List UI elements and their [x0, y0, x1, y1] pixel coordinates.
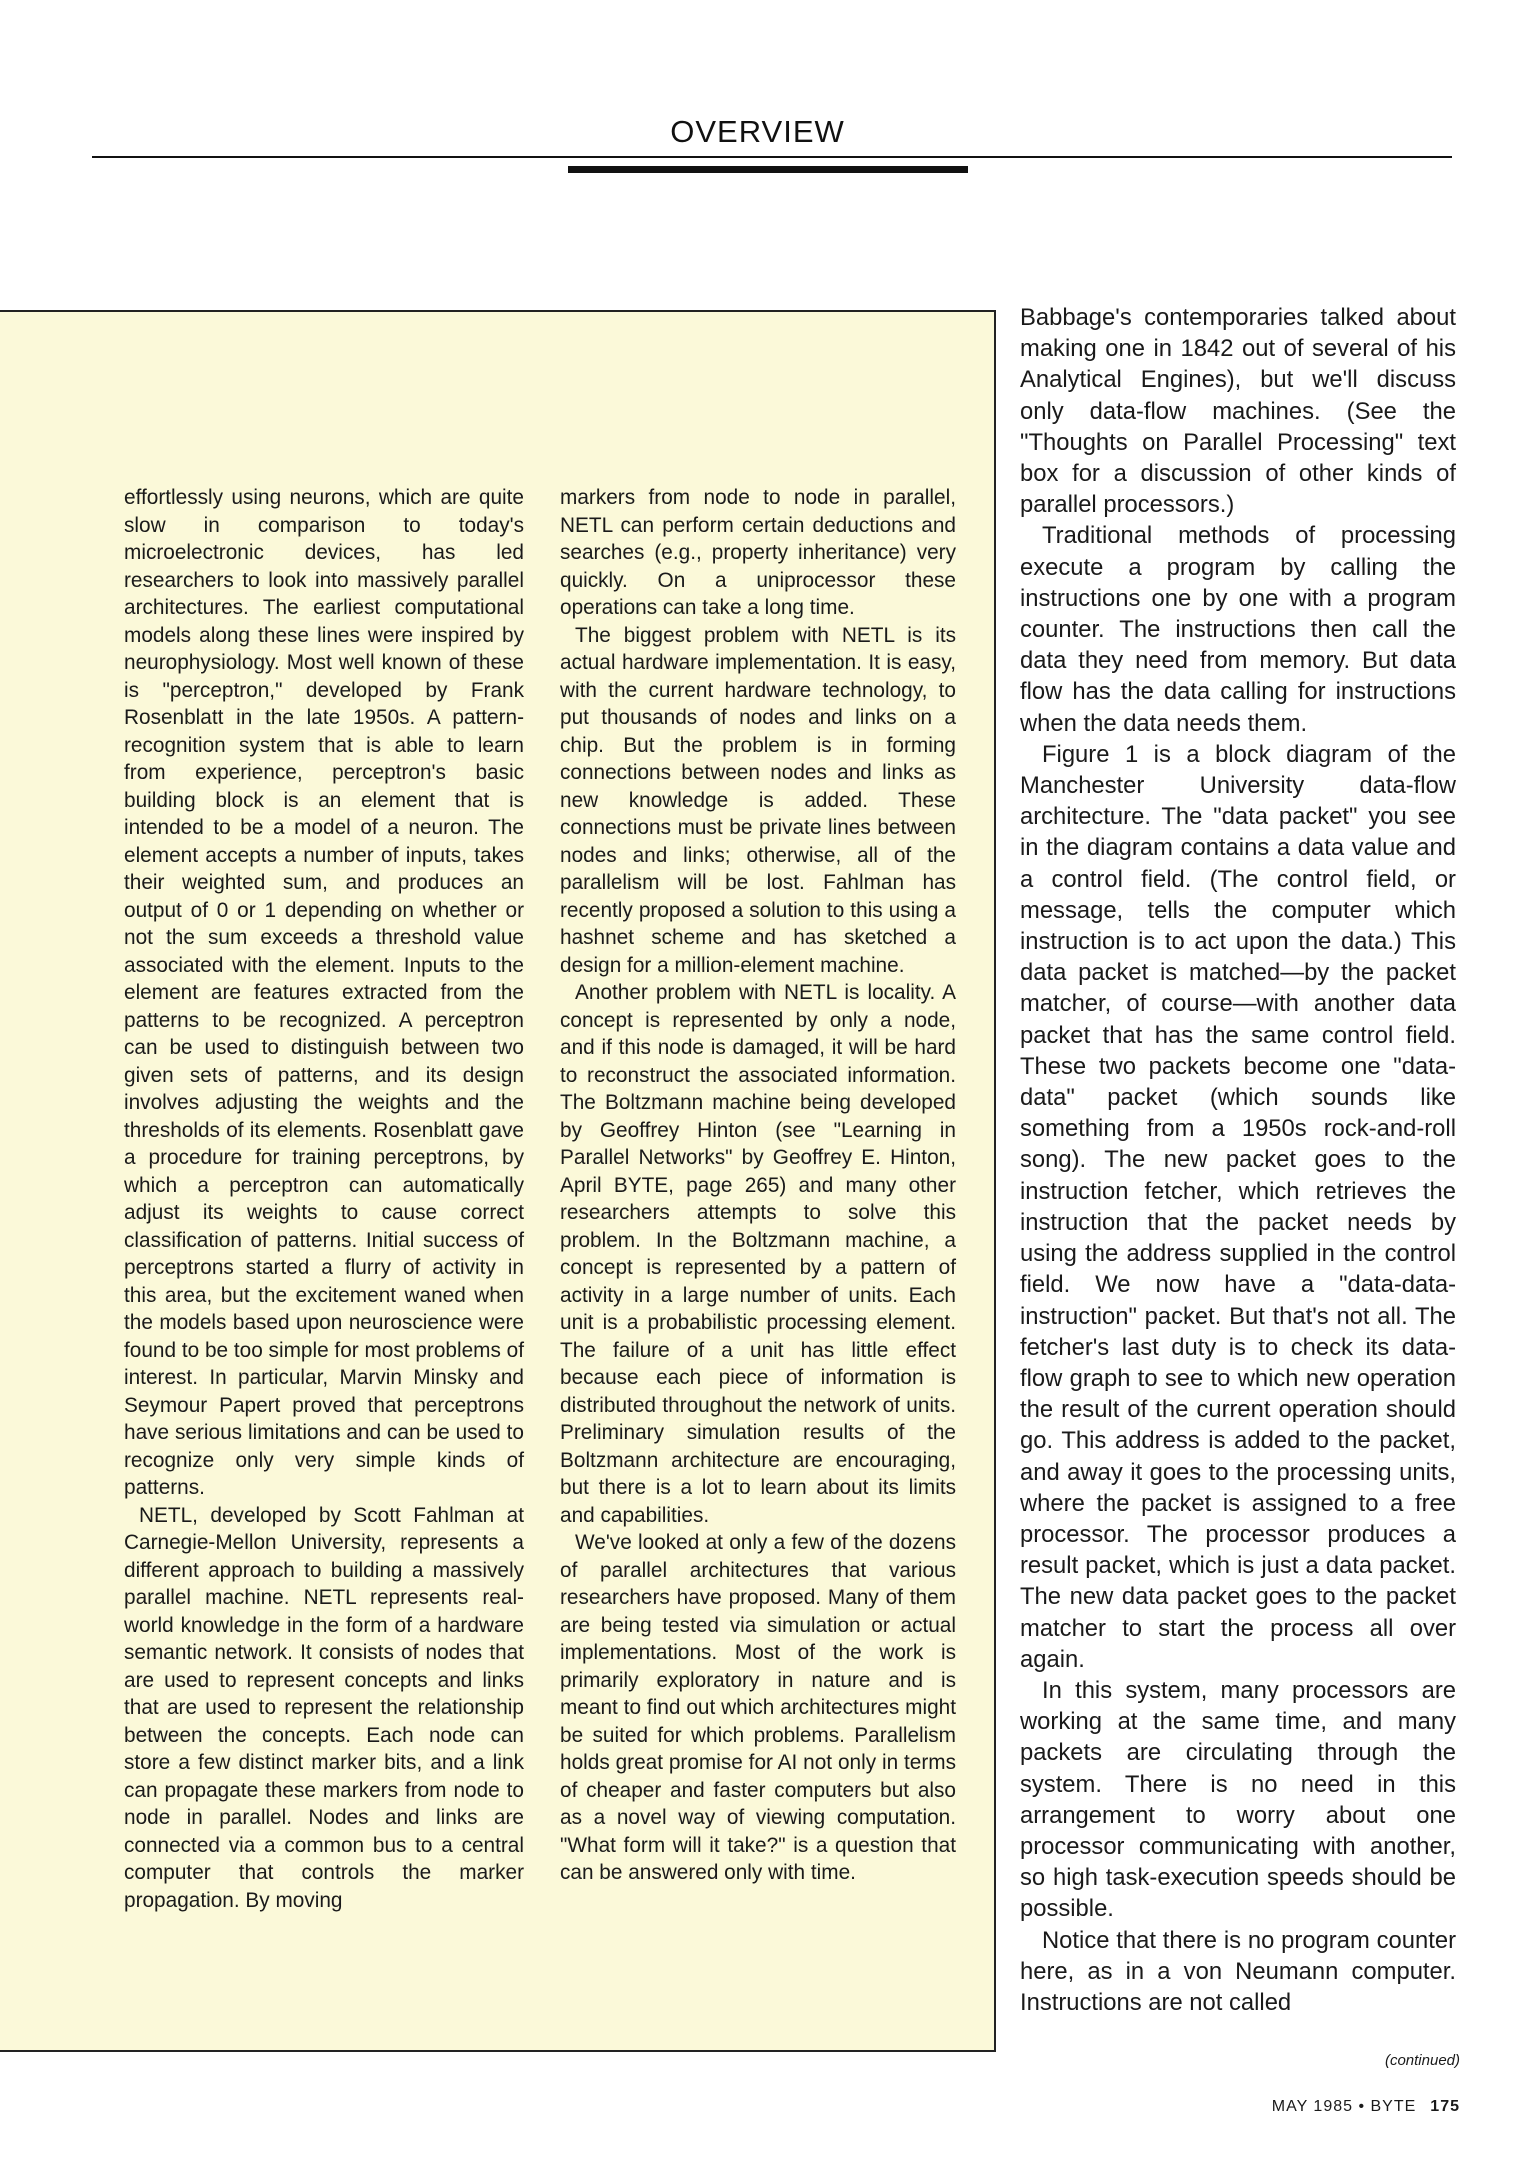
paragraph: Notice that there is no program counter here, as in a von Neumann computer. Instructions are not called [1020, 1926, 1456, 2016]
issue-label: MAY 1985 • BYTE [1271, 2098, 1417, 2115]
paragraph: Figure 1 is a block diagram of the Manchester University data-flow architecture. The "data packet" you see in the diagram contains a data value and a control field. (The control field, or message, tells the computer which instruction is to act upon the data.) This data packet is matched—by the packet matcher, of course—with another data packet that has the same control field. These two packets become one "data-data" packet (which sounds like something from a 1950s rock-and-roll song). The new packet goes to the instruction fetcher, which retrieves the instruction that the packet needs by using the address supplied in the control field. We now have a "data-data-instruction" packet. But that's not all. The fetcher's last duty is to check its data-flow graph to see to which new operation the result of the current operation should go. This address is added to the packet, and away it goes to the processing units, where the packet is assigned to a free processor. The processor produces a result packet, which is just a data packet. The new data packet goes to the packet matcher to start the process all over again. [1020, 740, 1456, 1673]
section-title: OVERVIEW [670, 114, 845, 149]
header-accent-bar [568, 166, 968, 173]
header-rule [92, 156, 1452, 158]
sidebar-column-right [560, 484, 956, 1887]
page-footer [1100, 2098, 1460, 2116]
paragraph: Another problem with NETL is locality. A concept is represented by only a node, and if this node is damaged, it will be hard to reconstruct the associated information. The Boltzmann machine being developed by Geoffrey Hinton (see "Learning in Parallel Networks" by Geoffrey E. Hinton, April BYTE, page 265) and many other researchers attempts to solve this problem. In the Boltzmann machine, a concept is represented by a pattern of activity in a large number of units. Each unit is a probabilistic processing element. The failure of a unit has little effect because each piece of information is distributed throughout the network of units. Preliminary simulation results of the Boltzmann architecture are encouraging, but there is a lot to learn about its limits and capabilities. [560, 981, 956, 1527]
paragraph: In this system, many processors are working at the same time, and many packets are circulating through the system. There is no need in this arrangement to worry about one processor communicating with another, so high task-execution speeds should be possible. [1020, 1676, 1456, 1923]
paragraph: The biggest problem with NETL is its actual hardware implementation. It is easy, with the current hardware technology, to put thousands of nodes and links on a chip. But the problem is in forming connections between nodes and links as new knowledge is added. These connections must be private lines between nodes and links; otherwise, all of the parallelism will be lost. Fahlman has recently proposed a solution to this using a hashnet scheme and has sketched a design for a million-element machine. [560, 623, 956, 977]
paragraph: Babbage's contemporaries talked about making one in 1842 out of several of his Analytical Engines), but we'll discuss only data-flow machines. (See the "Thoughts on Parallel Processing" text box for a discussion of other kinds of parallel processors.) [1020, 304, 1456, 519]
main-text-column [1020, 302, 1456, 2018]
continued-note: (continued) [1384, 2052, 1460, 2069]
paragraph: NETL, developed by Scott Fahlman at Carnegie-Mellon University, represents a different approach to building a massively parallel machine. NETL represents real-world knowledge in the form of a hardware semantic network. It consists of nodes that are used to represent concepts and links that are used to represent the relationship between the concepts. Each node can store a few distinct marker bits, and a link can propagate these markers from node to node in parallel. Nodes and links are connected via a common bus to a central computer that controls the marker propagation. By moving [124, 1503, 524, 1912]
sidebar-column-left [124, 484, 524, 1914]
paragraph: We've looked at only a few of the dozens of parallel architectures that various researchers have proposed. Many of them are being tested via simulation or actual implementations. Most of the work is primarily exploratory in nature and is meant to find out which architectures might be suited for which problems. Parallelism holds great promise for AI not only in terms of cheaper and faster computers but also as a novel way of viewing computation. "What form will it take?" is a question that can be answered only with time. [560, 1531, 956, 1884]
paragraph: effortlessly using neurons, which are quite slow in comparison to today's microelectronic devices, has led researchers to look into massively parallel architectures. The earliest computational models along these lines were inspired by neurophysiology. Most well known of these is "perceptron," developed by Frank Rosenblatt in the late 1950s. A pattern-recognition system that is able to learn from experience, perceptron's basic building block is an element that is intended to be a model of a neuron. The element accepts a number of inputs, takes their weighted sum, and produces an output of 0 or 1 depending on whether or not the sum exceeds a threshold value associated with the element. Inputs to the element are features extracted from the patterns to be recognized. A perceptron can be used to distinguish between two given sets of patterns, and its design involves adjusting the weights and the thresholds of its elements. Rosenblatt gave a procedure for training perceptrons, by which a perceptron can automatically adjust its weights to cause correct classification of patterns. Initial success of perceptrons started a flurry of activity in this area, but the excitement waned when the models based upon neuroscience were found to be too simple for most problems of interest. In particular, Marvin Minsky and Seymour Papert proved that perceptrons have serious limitations and can be used to recognize only very simple kinds of patterns. [124, 486, 524, 1499]
paragraph: markers from node to node in parallel, NETL can perform certain deductions and searches (e.g., property inheritance) very quickly. On a uniprocessor these operations can take a long time. [560, 486, 956, 619]
page-number: 175 [1430, 2098, 1460, 2115]
paragraph: Traditional methods of processing execute a program by calling the instructions one by one with a program counter. The instructions then call the data they need from memory. But data flow has the data calling for instructions when the data needs them. [1020, 522, 1456, 737]
